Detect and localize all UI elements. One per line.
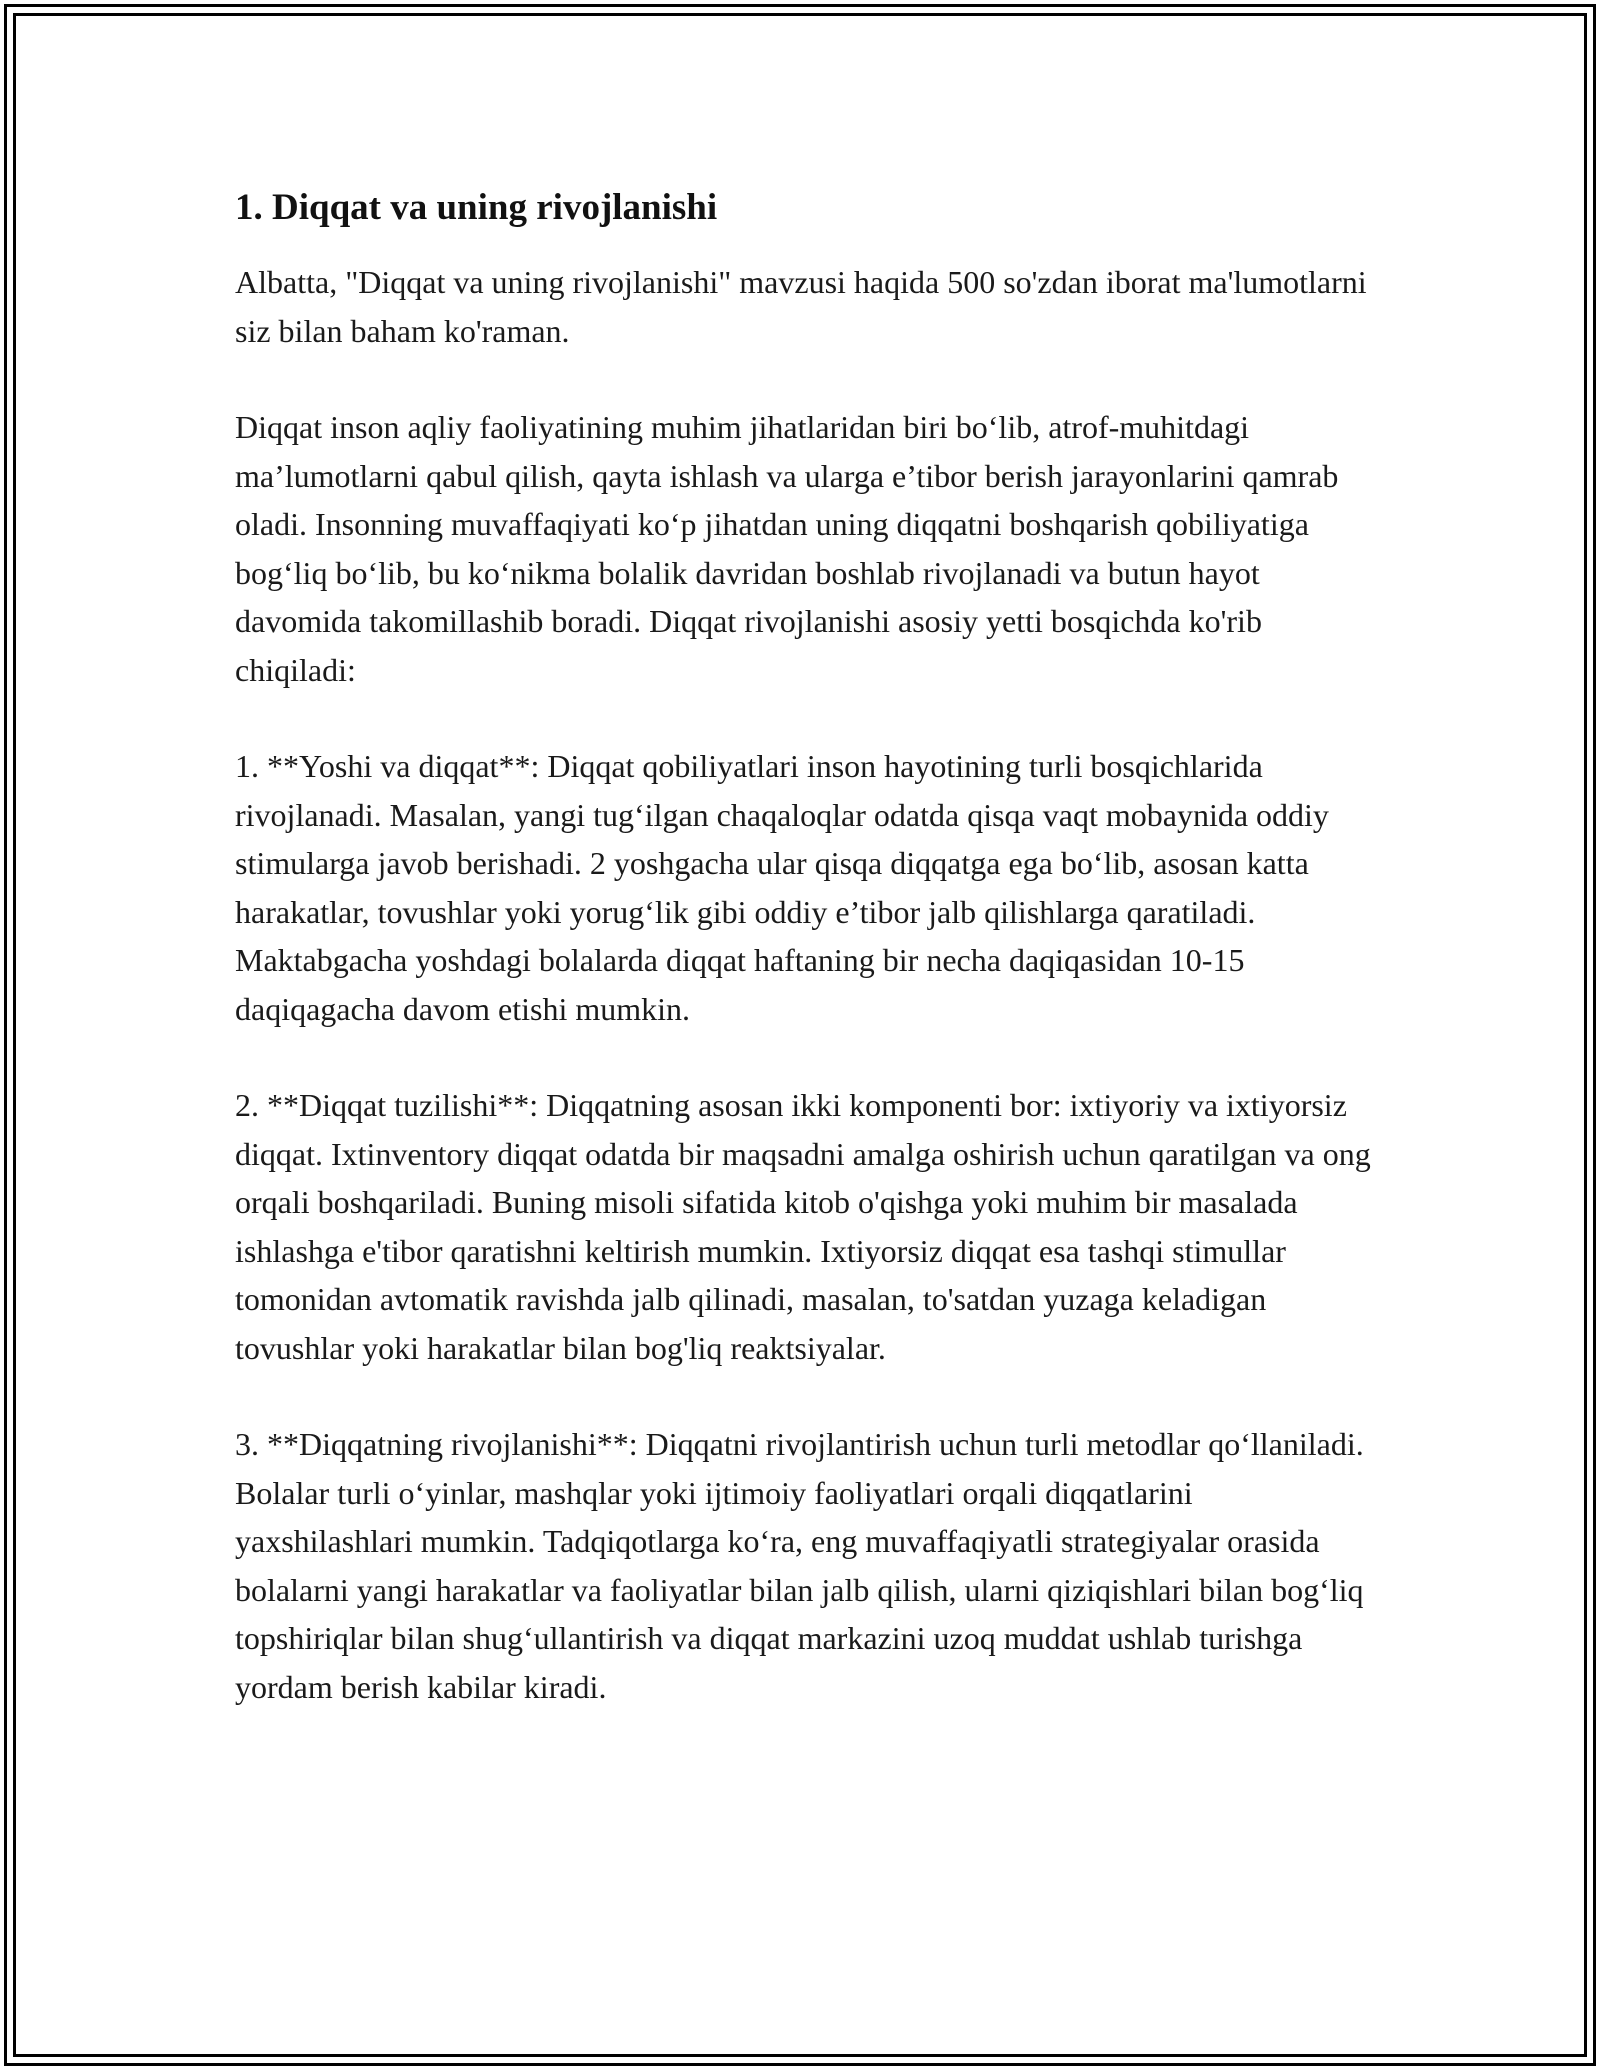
paragraph-overview: Diqqat inson aqliy faoliyatining muhim jihatlaridan biri bo‘lib, atrof-muhitdagi ma’lumotlarni qabul qilish, qayta ishlash va ularga e’tibor berish jarayonlarini qamrab oladi. Insonning muvaffaqiyati ko‘p jihatdan uning diqqatni boshqarish qobiliyatiga bog‘liq bo‘lib, bu ko‘nikma bolalik davridan boshlab rivojlanadi va butun hayot davomida takomillashib boradi. Diqqat rivojlanishi asosiy yetti bosqichda ko'rib chiqiladi: <box>235 409 1339 688</box>
document-title: 1. Diqqat va uning rivojlanishi <box>235 187 718 228</box>
paragraph-item-2: 2. **Diqqat tuzilishi**: Diqqatning asosan ikki komponenti bor: ixtiyoriy va ixtiyorsiz diqqat. Ixtinventory diqqat odatda bir maqsadni amalga oshirish uchun qaratilgan va ong orqali boshqariladi. Buning misoli sifatida kitob o'qishga yoki muhim bir masalada ishlashga e'tibor qaratishni keltirish mumkin. Ixtiyorsiz diqqat esa tashqi stimullar tomonidan avtomatik ravishda jalb qilinadi, masalan, to'satdan yuzaga keladigan tovushlar yoki harakatlar bilan bog'liq reaktsiyalar. <box>235 1087 1371 1366</box>
document-body <box>235 182 1375 1759</box>
paragraph-item-3: 3. **Diqqatning rivojlanishi**: Diqqatni rivojlantirish uchun turli metodlar qo‘llaniladi. Bolalar turli o‘yinlar, mashqlar yoki ijtimoiy faoliyatlari orqali diqqatlarini yaxshilashlari mumkin. Tadqiqotlarga ko‘ra, eng muvaffaqiyatli strategiyalar orasida bolalarni yangi harakatlar va faoliyatlar bilan jalb qilish, ularni qiziqishlari bilan bog‘liq topshiriqlar bilan shug‘ullantirish va diqqat markazini uzoq muddat ushlab turishga yordam berish kabilar kiradi. <box>235 1426 1364 1705</box>
paragraph-item-1: 1. **Yoshi va diqqat**: Diqqat qobiliyatlari inson hayotining turli bosqichlarida rivojlanadi. Masalan, yangi tug‘ilgan chaqaloqlar odatda qisqa vaqt mobaynida oddiy stimularga javob berishadi. 2 yoshgacha ular qisqa diqqatga ega bo‘lib, asosan katta harakatlar, tovushlar yoki yorug‘lik gibi oddiy e’tibor jalb qilishlarga qaratiladi. Maktabgacha yoshdagi bolalarda diqqat haftaning bir necha daqiqasidan 10-15 daqiqagacha davom etishi mumkin. <box>235 748 1329 1027</box>
paragraph-intro: Albatta, "Diqqat va uning rivojlanishi" mavzusi haqida 500 so'zdan iborat ma'lumotlarni siz bilan baham ko'raman. <box>235 264 1367 349</box>
